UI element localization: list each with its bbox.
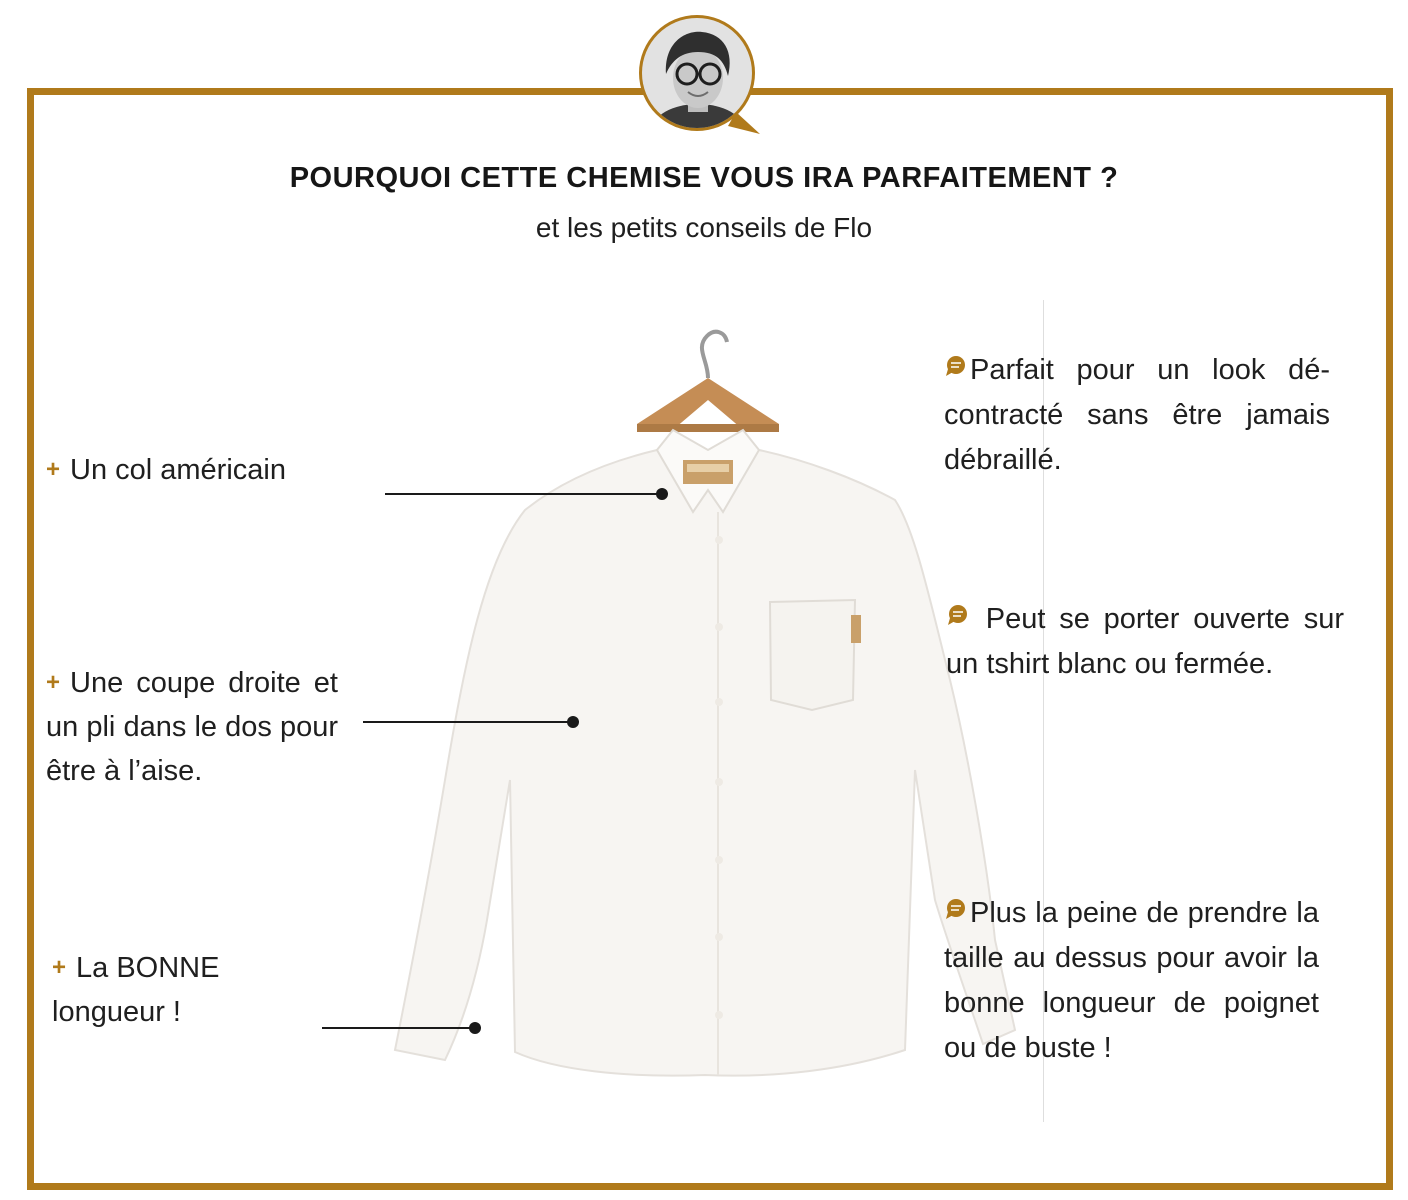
leader-line-length: [322, 1027, 474, 1029]
leader-dot-length: [469, 1022, 481, 1034]
leader-line-fit: [363, 721, 573, 723]
feature-fit: [46, 661, 338, 793]
feature-fit-text: Une coupe droite et un pli dans le dos pour être à l’aise.: [46, 667, 338, 787]
leader-dot-fit: [567, 716, 579, 728]
feature-length: [52, 946, 282, 1034]
plus-icon: +: [52, 954, 67, 981]
leader-line-collar: [385, 493, 663, 495]
speech-bubble-icon: [944, 898, 966, 920]
plus-icon: +: [46, 669, 61, 696]
plus-icon: +: [46, 456, 61, 483]
tip-casual-look-text: Parfait pour un look dé-contracté sans être jamais débraillé.: [944, 354, 1330, 476]
tip-open-or-closed: [946, 597, 1344, 687]
speech-bubble-icon: [944, 355, 966, 377]
feature-collar-text: Un col américain: [70, 454, 286, 486]
speech-bubble-icon: [946, 604, 968, 626]
tip-right-size: [944, 891, 1319, 1071]
feature-length-text: La BONNE longueur !: [52, 952, 220, 1028]
page-subtitle: et les petits conseils de Flo: [535, 212, 873, 243]
feature-collar: [46, 448, 346, 492]
tip-right-size-text: Plus la peine de prendre la taille au dessus pour avoir la bonne longueur de poignet ou de buste !: [944, 897, 1319, 1064]
leader-dot-collar: [656, 488, 668, 500]
tip-casual-look: [944, 348, 1330, 483]
page-title: POURQUOI CETTE CHEMISE VOUS IRA PARFAITEMENT ?: [289, 162, 1119, 194]
advisor-avatar: [636, 12, 762, 138]
tip-open-or-closed-text: Peut se porter ouverte sur un tshirt blanc ou fermée.: [946, 603, 1344, 680]
